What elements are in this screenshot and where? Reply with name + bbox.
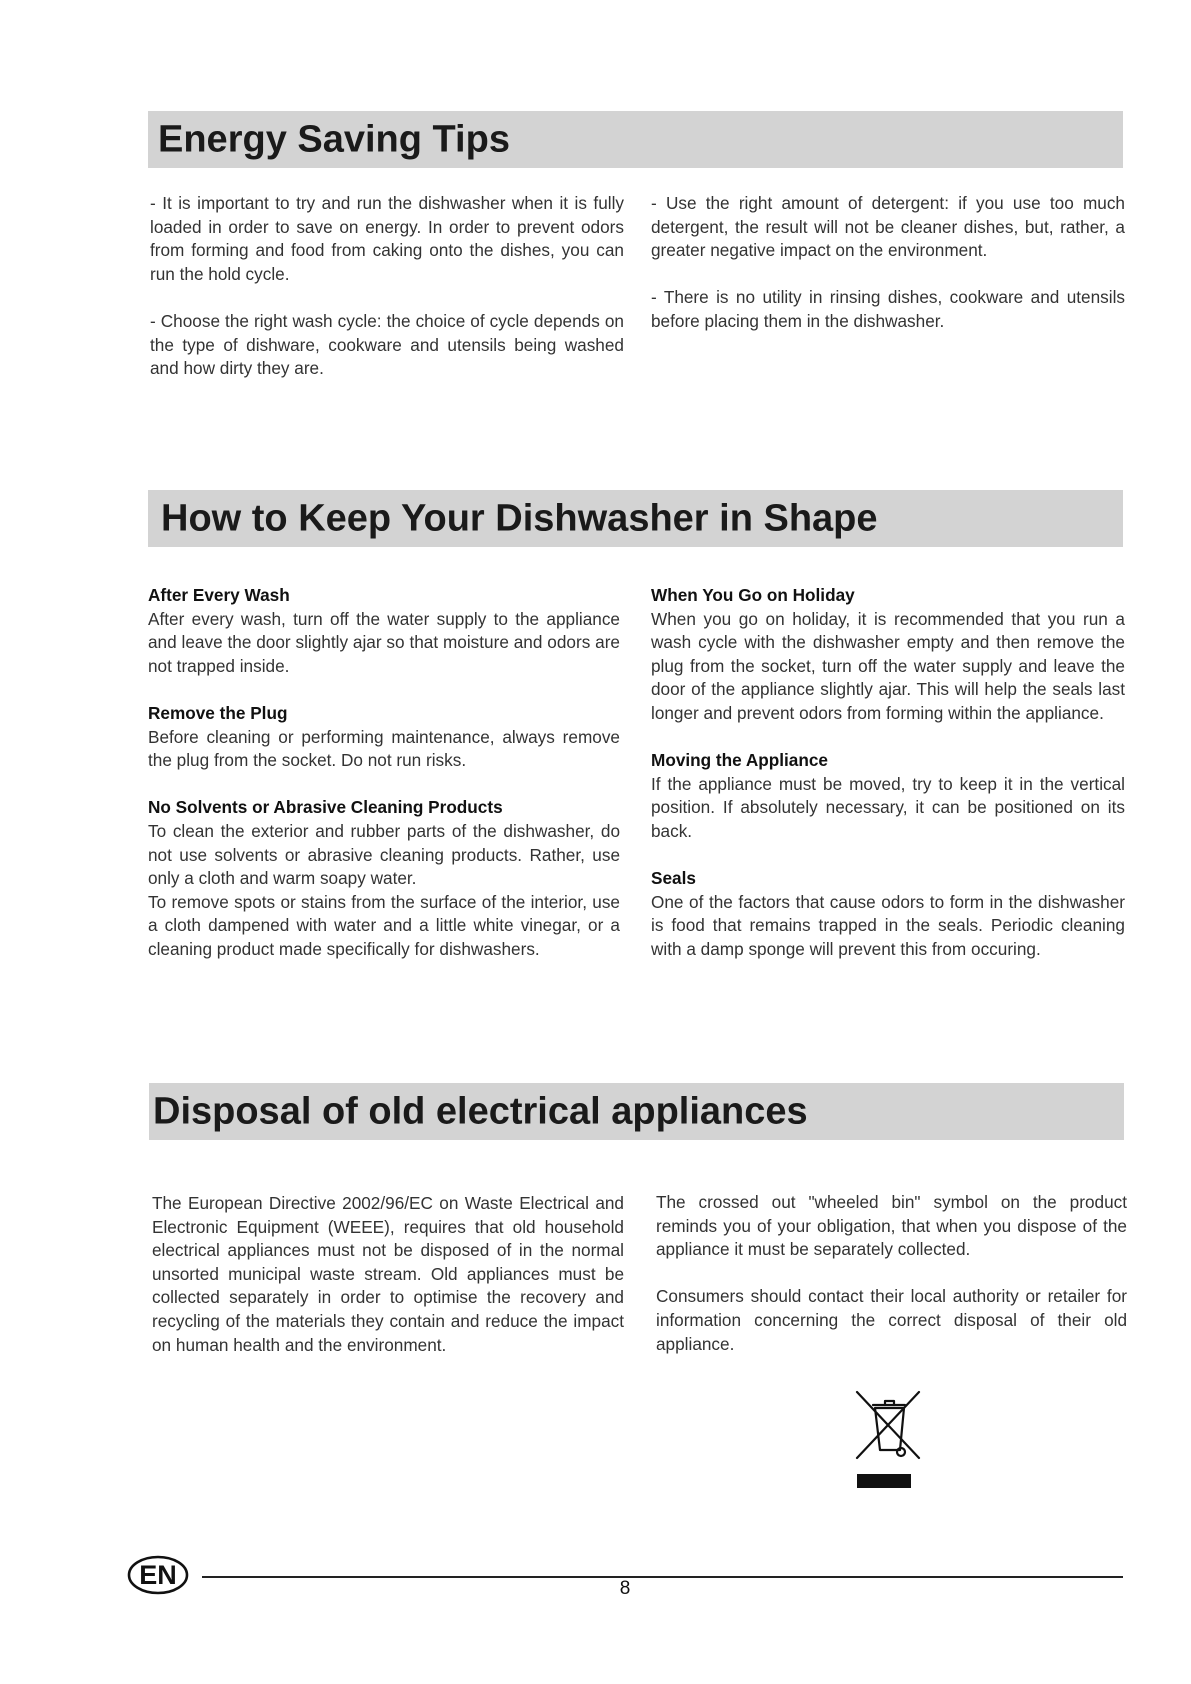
shape-right-column: [651, 584, 1125, 962]
energy-right-column: [651, 192, 1125, 334]
section-title: Disposal of old electrical appliances: [153, 1090, 808, 1132]
paragraph: When you go on holiday, it is recommended that you run a wash cycle with the dishwasher empty and then remove the plug from the socket, turn off the water supply and leave the door of the appliance slightly ajar. This will help the seals last longer and prevent odors from forming within the appliance.: [651, 608, 1125, 723]
subheading: No Solvents or Abrasive Cleaning Products: [148, 797, 503, 818]
subheading: Seals: [651, 868, 696, 889]
tip-no-solvents: [148, 796, 620, 961]
paragraph: The crossed out "wheeled bin" symbol on the product reminds you of your obligation, that when you dispose of the appliance it must be separately collected.: [656, 1192, 1127, 1260]
paragraph: - Choose the right wash cycle: the choice of cycle depends on the type of dishware, cookware and utensils being washed and how dirty they are.: [150, 310, 624, 379]
section-title: Energy Saving Tips: [158, 118, 510, 160]
subheading: After Every Wash: [148, 585, 290, 605]
shape-left-column: [148, 584, 620, 962]
tip-seals: [651, 867, 1125, 961]
tip-remove-the-plug: [148, 702, 620, 773]
subheading: When You Go on Holiday: [651, 585, 855, 605]
disposal-left-column: [152, 1192, 624, 1357]
paragraph: To clean the exterior and rubber parts of the dishwasher, do not use solvents or abrasive cleaning products. Rather, use only a cloth and warm soapy water.: [148, 820, 620, 889]
section-header-energy-saving: [148, 111, 1123, 168]
page-number: 8: [619, 1578, 631, 1599]
paragraph: After every wash, turn off the water supply to the appliance and leave the door slightly ajar so that moisture and odors are not trapped inside.: [148, 608, 620, 676]
paragraph: Before cleaning or performing maintenance, always remove the plug from the socket. Do not run risks.: [148, 726, 620, 771]
paragraph: The European Directive 2002/96/EC on Waste Electrical and Electronic Equipment (WEEE), requires that old household electrical appliances must not be disposed of in the normal unsorted municipal waste stream. Old appliances must be collected separately in order to optimise the recovery and recycling of the materials they contain and reduce the impact on human health and the environment.: [152, 1193, 624, 1355]
disposal-right-column: [656, 1191, 1127, 1356]
subheading: Remove the Plug: [148, 702, 288, 723]
tip-holiday: [651, 584, 1125, 726]
paragraph: - There is no utility in rinsing dishes, cookware and utensils before placing them in the dishwasher.: [651, 287, 1125, 331]
subheading: Moving the Appliance: [651, 750, 828, 771]
en-language-badge: [127, 1555, 189, 1595]
paragraph: - It is important to try and run the dishwasher when it is fully loaded in order to save on energy. In order to prevent odors from forming and food from caking onto the dishes, you can run the hold cycle.: [150, 193, 624, 284]
footer-divider: [202, 1576, 1123, 1578]
section-header-keep-in-shape: [148, 490, 1123, 547]
tip-moving-appliance: [651, 749, 1125, 843]
energy-left-column: [150, 192, 624, 381]
paragraph: To remove spots or stains from the surface of the interior, use a cloth dampened with water and a little white vinegar, or a cleaning product made specifically for dishwashers.: [148, 891, 620, 959]
paragraph: One of the factors that cause odors to form in the dishwasher is food that remains trapped in the seals. Periodic cleaning with a damp sponge will prevent this from occuring.: [651, 891, 1125, 959]
section-header-disposal: [149, 1083, 1124, 1140]
language-label: EN: [139, 1560, 177, 1590]
crossed-out-wheeled-bin-icon: [853, 1388, 925, 1490]
paragraph: If the appliance must be moved, try to keep it in the vertical position. If absolutely necessary, it can be positioned on its back.: [651, 773, 1125, 841]
tip-after-every-wash: [148, 584, 620, 678]
paragraph: Consumers should contact their local authority or retailer for information concerning the correct disposal of their old appliance.: [656, 1286, 1127, 1354]
section-title: How to Keep Your Dishwasher in Shape: [161, 497, 878, 539]
paragraph: - Use the right amount of detergent: if you use too much detergent, the result will not be cleaner dishes, but, rather, a greater negative impact on the environment.: [651, 193, 1125, 261]
